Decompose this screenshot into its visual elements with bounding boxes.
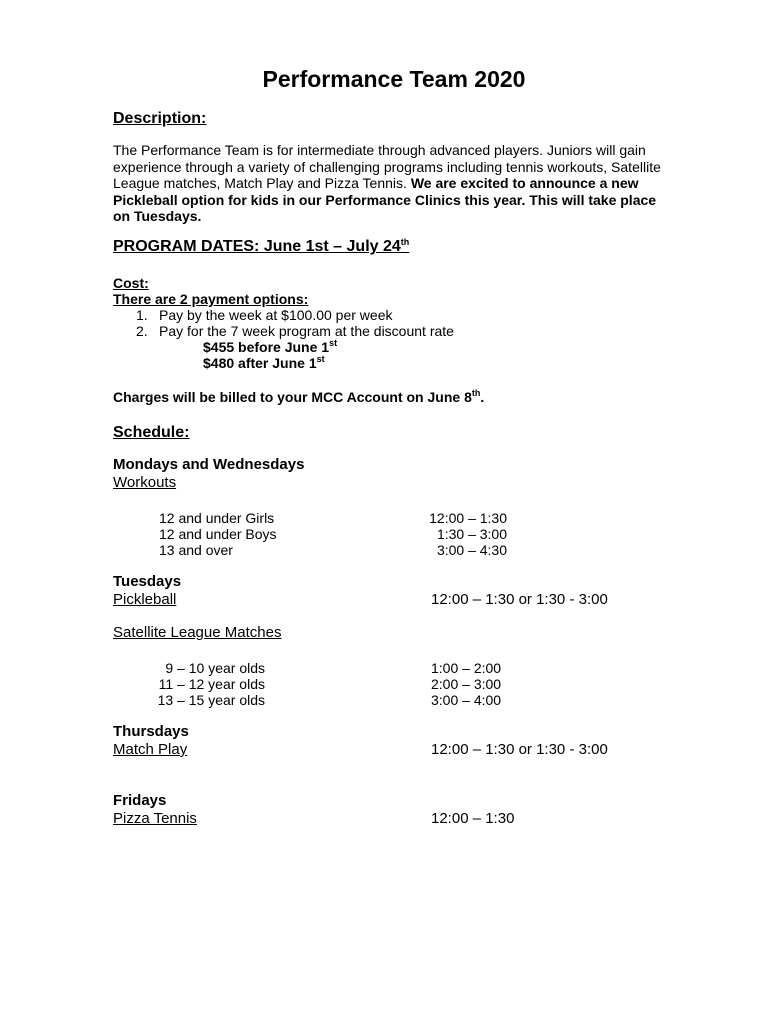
workout-group-2: 12 and under Boys bbox=[159, 526, 277, 542]
match-play-time: 12:00 – 1:30 or 1:30 - 3:00 bbox=[431, 741, 608, 758]
workout-time-1: 12:00 – 1:30 bbox=[429, 510, 507, 526]
announcement-line-1: Pickleball option for kids in our Performance Clinics this year. This will take place bbox=[113, 191, 657, 208]
billing-note bbox=[113, 389, 484, 406]
payment-option-1: Pay by the week at $100.00 per week bbox=[159, 307, 393, 323]
billing-end: . bbox=[480, 389, 485, 405]
workouts-program: Workouts bbox=[113, 474, 177, 491]
payment-options-heading: There are 2 payment options: bbox=[113, 291, 309, 307]
satellite-program: Satellite League Matches bbox=[113, 624, 282, 641]
schedule-heading: Schedule: bbox=[113, 424, 190, 441]
workout-time-2: 1:30 – 3:00 bbox=[436, 526, 507, 542]
workout-time-3: 3:00 – 4:30 bbox=[436, 542, 507, 558]
program-dates-sup: th bbox=[400, 237, 410, 247]
workout-group-1: 12 and under Girls bbox=[159, 510, 275, 526]
billing-sup: th bbox=[471, 388, 481, 398]
price-before-sup: st bbox=[329, 338, 338, 348]
description-line-3 bbox=[113, 175, 639, 192]
satellite-time-3: 3:00 – 4:00 bbox=[431, 692, 502, 708]
payment-option-2: Pay for the 7 week program at the discount rate bbox=[159, 323, 454, 339]
mon-wed-day: Mondays and Wednesdays bbox=[113, 456, 305, 473]
description-line-2: experience through a variety of challenging programs including tennis workouts, Satellite bbox=[113, 158, 661, 175]
match-play-program: Match Play bbox=[113, 741, 188, 758]
announcement-line-2: on Tuesdays. bbox=[113, 208, 202, 224]
page-title: Performance Team 2020 bbox=[262, 66, 526, 92]
workout-group-3: 13 and over bbox=[159, 542, 233, 558]
description-heading: Description: bbox=[113, 110, 207, 127]
pizza-tennis-program: Pizza Tennis bbox=[113, 810, 197, 827]
satellite-group-1: 9 – 10 year olds bbox=[165, 660, 265, 676]
description-line-1: The Performance Team is for intermediate through advanced players. Juniors will gain bbox=[113, 142, 646, 158]
price-after-text: $480 after June 1 bbox=[203, 355, 317, 371]
thursday-day: Thursdays bbox=[113, 723, 189, 740]
program-dates-label: PROGRAM DATES: June 1st – July 24 bbox=[113, 238, 401, 255]
price-before-text: $455 before June 1 bbox=[203, 339, 330, 355]
satellite-time-2: 2:00 – 3:00 bbox=[431, 676, 502, 692]
satellite-group-3: 13 – 15 year olds bbox=[157, 692, 265, 708]
billing-text: Charges will be billed to your MCC Account on June 8 bbox=[113, 389, 472, 405]
pickleball-time: 12:00 – 1:30 or 1:30 - 3:00 bbox=[431, 591, 608, 608]
friday-day: Fridays bbox=[113, 792, 167, 809]
price-after bbox=[203, 355, 325, 372]
satellite-time-1: 1:00 – 2:00 bbox=[431, 660, 502, 676]
pizza-tennis-time: 12:00 – 1:30 bbox=[431, 810, 515, 827]
payment-option-1-num: 1. bbox=[136, 307, 148, 323]
price-after-sup: st bbox=[316, 354, 325, 364]
payment-option-2-num: 2. bbox=[136, 323, 148, 339]
announcement-start: We are excited to announce a new bbox=[410, 175, 639, 191]
description-line-3-normal: League matches, Match Play and Pizza Tennis. bbox=[113, 175, 411, 191]
program-dates bbox=[113, 238, 409, 256]
pickleball-program: Pickleball bbox=[113, 591, 177, 608]
tuesday-day: Tuesdays bbox=[113, 573, 182, 590]
cost-label: Cost: bbox=[113, 275, 149, 291]
satellite-group-2: 11 – 12 year olds bbox=[158, 676, 265, 692]
